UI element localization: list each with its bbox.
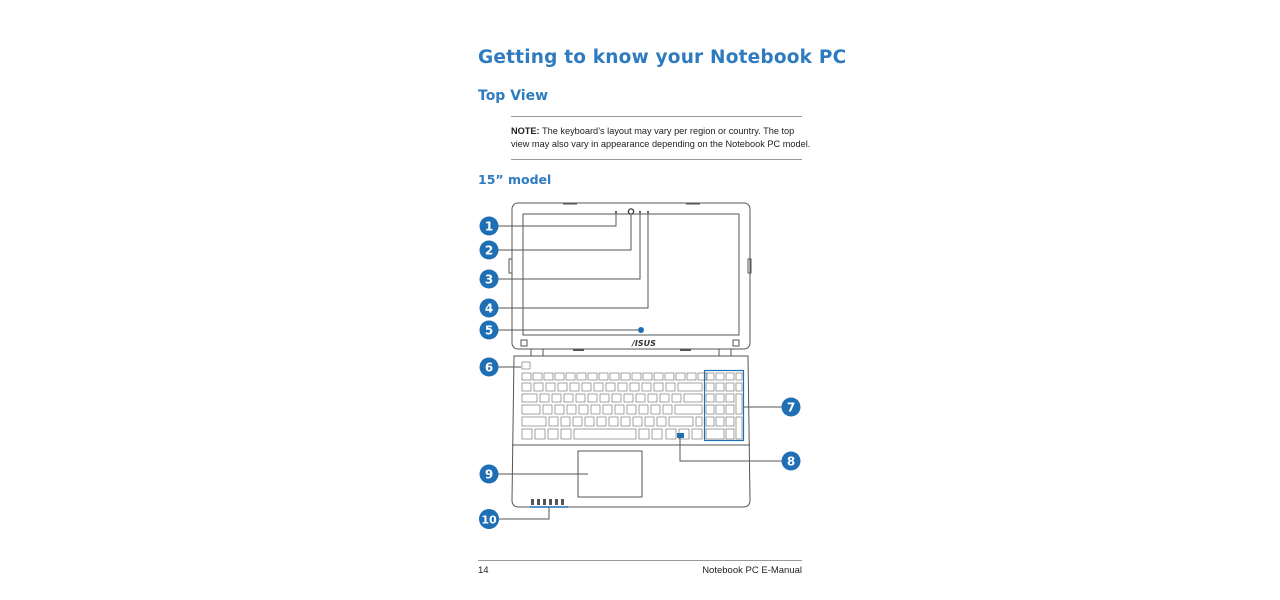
callout-9 <box>480 465 499 484</box>
status-indicators <box>531 499 564 505</box>
callout-10 <box>479 509 499 529</box>
camera-icon <box>628 209 633 214</box>
webcam-area <box>615 209 649 214</box>
camera-indicator-icon <box>639 211 641 213</box>
callout-10-label: 10 <box>481 513 497 527</box>
callout-7 <box>782 398 801 417</box>
callout-3-label: 3 <box>484 272 494 287</box>
footer-rule <box>478 560 802 561</box>
keyboard <box>522 362 742 439</box>
microphone-right-icon <box>647 211 649 213</box>
brand-logo: /ISUS <box>632 339 656 348</box>
callout-2 <box>480 241 499 260</box>
callout-1 <box>480 217 499 236</box>
callout-5-label: 5 <box>484 323 494 338</box>
notebook-lid <box>509 203 751 349</box>
section-title: Top View <box>478 88 549 104</box>
callout-6 <box>480 358 499 377</box>
callout-5 <box>480 321 499 340</box>
model-heading: 15” model <box>478 172 552 187</box>
display-marker-icon <box>638 327 644 333</box>
callout-6-label: 6 <box>484 360 494 375</box>
callout-8-label: 8 <box>786 454 796 469</box>
page-title: Getting to know your Notebook PC <box>478 47 847 68</box>
page-number: 14 <box>478 565 489 576</box>
callout-9-label: 9 <box>484 467 494 482</box>
power-button <box>522 362 530 369</box>
manual-title: Notebook PC E-Manual <box>702 565 802 576</box>
callout-2-label: 2 <box>484 243 494 258</box>
callout-4 <box>480 299 499 318</box>
callout-1-label: 1 <box>484 219 494 234</box>
microphone-icon <box>615 211 617 213</box>
callout-7-label: 7 <box>786 400 796 415</box>
callout-3 <box>480 270 499 289</box>
note-label: NOTE: <box>511 126 540 136</box>
callout-8 <box>782 452 801 471</box>
callout-4-label: 4 <box>484 301 494 316</box>
note-text: The keyboard’s layout may vary per region or country. The top view may also vary in appearance depending on the Notebook PC model. <box>511 126 811 149</box>
